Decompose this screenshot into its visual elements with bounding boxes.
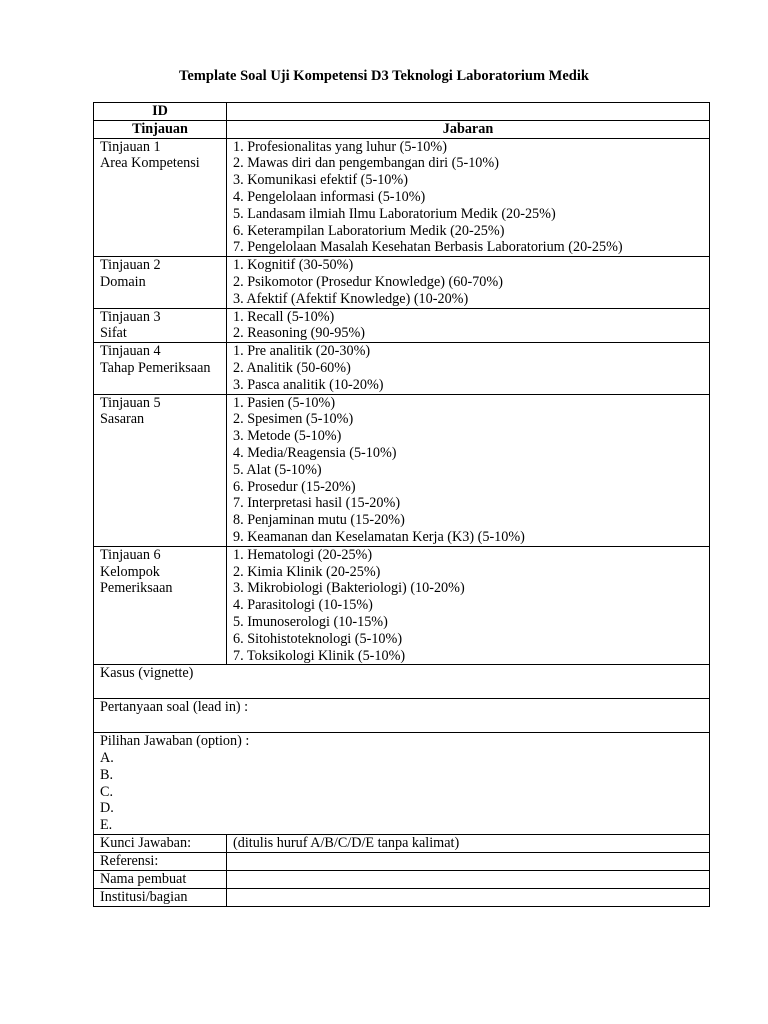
- option-item: E.: [100, 817, 113, 834]
- pilihan-cell[interactable]: [94, 733, 710, 835]
- institusi-label: Institusi/bagian: [94, 889, 227, 907]
- tinjauan-label-cell: [94, 546, 227, 665]
- referensi-label: Referensi:: [94, 853, 227, 871]
- jabaran-item: 2. Psikomotor (Prosedur Knowledge) (60-70%): [233, 273, 503, 290]
- tinjauan-label-line: Tinjauan 2: [100, 257, 161, 274]
- kasus-row: [94, 665, 710, 699]
- id-header: ID: [94, 103, 227, 121]
- tinjauan-header: Tinjauan: [94, 120, 227, 138]
- jabaran-cell: [227, 138, 710, 257]
- referensi-row: [94, 853, 710, 871]
- column-header-row: [94, 120, 710, 138]
- tinjauan-label-cell: [94, 308, 227, 343]
- tinjauan-label-cell: [94, 138, 227, 257]
- jabaran-header: Jabaran: [227, 120, 710, 138]
- jabaran-item: 3. Komunikasi efektif (5-10%): [233, 172, 408, 189]
- tinjauan-label-line: Sasaran: [100, 411, 145, 428]
- jabaran-item: 2. Kimia Klinik (20-25%): [233, 563, 381, 580]
- option-item: D.: [100, 800, 114, 817]
- jabaran-item: 5. Alat (5-10%): [233, 461, 322, 478]
- tinjauan-row: [94, 343, 710, 394]
- jabaran-item: 2. Reasoning (90-95%): [233, 325, 365, 342]
- jabaran-cell: [227, 308, 710, 343]
- jabaran-item: 1. Pasien (5-10%): [233, 394, 336, 411]
- tinjauan-label-line: Pemeriksaan: [100, 580, 173, 597]
- jabaran-item: 8. Penjaminan mutu (15-20%): [233, 512, 405, 529]
- tinjauan-label-line: Tinjauan 3: [100, 308, 161, 325]
- pilihan-row: [94, 733, 710, 835]
- jabaran-item: 5. Landasam ilmiah Ilmu Laboratorium Medik (20-25%): [233, 205, 556, 222]
- jabaran-item: 7. Interpretasi hasil (15-20%): [233, 495, 401, 512]
- tinjauan-label-line: Tinjauan 4: [100, 343, 161, 360]
- tinjauan-label-line: Tinjauan 6: [100, 546, 161, 563]
- id-row: [94, 103, 710, 121]
- tinjauan-label-cell: [94, 343, 227, 394]
- nama-pembuat-row: [94, 871, 710, 889]
- jabaran-item: 3. Pasca analitik (10-20%): [233, 376, 384, 393]
- jabaran-item: 1. Profesionalitas yang luhur (5-10%): [233, 138, 447, 155]
- tinjauan-label-line: Sifat: [100, 325, 127, 342]
- jabaran-item: 4. Pengelolaan informasi (5-10%): [233, 188, 426, 205]
- pertanyaan-row: [94, 699, 710, 733]
- jabaran-item: 4. Media/Reagensia (5-10%): [233, 444, 397, 461]
- jabaran-item: 2. Mawas diri dan pengembangan diri (5-10%): [233, 155, 499, 172]
- institusi-row: [94, 889, 710, 907]
- kasus-cell[interactable]: [94, 665, 710, 699]
- tinjauan-row: [94, 308, 710, 343]
- tinjauan-label-line: Domain: [100, 273, 146, 290]
- jabaran-item: 3. Metode (5-10%): [233, 428, 342, 445]
- question-template-table: [93, 102, 710, 907]
- jabaran-item: 2. Spesimen (5-10%): [233, 411, 354, 428]
- tinjauan-label-line: Tahap Pemeriksaan: [100, 359, 211, 376]
- jabaran-item: 5. Imunoserologi (10-15%): [233, 613, 388, 630]
- jabaran-item: 2. Analitik (50-60%): [233, 359, 351, 376]
- jabaran-item: 6. Prosedur (15-20%): [233, 478, 356, 495]
- jabaran-cell: [227, 546, 710, 665]
- tinjauan-row: [94, 138, 710, 257]
- jabaran-item: 4. Parasitologi (10-15%): [233, 597, 373, 614]
- jabaran-item: 6. Keterampilan Laboratorium Medik (20-25%): [233, 222, 505, 239]
- kunci-jawaban-label: Kunci Jawaban:: [94, 835, 227, 853]
- institusi-value[interactable]: [227, 889, 710, 907]
- pertanyaan-label: Pertanyaan soal (lead in) :: [100, 699, 249, 716]
- id-value-cell[interactable]: [227, 103, 710, 121]
- jabaran-cell: [227, 394, 710, 546]
- kunci-jawaban-value[interactable]: (ditulis huruf A/B/C/D/E tanpa kalimat): [227, 835, 710, 853]
- tinjauan-label-line: Kelompok: [100, 563, 160, 580]
- pertanyaan-cell[interactable]: [94, 699, 710, 733]
- jabaran-item: 3. Afektif (Afektif Knowledge) (10-20%): [233, 290, 469, 307]
- jabaran-item: 3. Mikrobiologi (Bakteriologi) (10-20%): [233, 580, 465, 597]
- jabaran-item: 9. Keamanan dan Keselamatan Kerja (K3) (5-10%): [233, 528, 525, 545]
- jabaran-item: 7. Pengelolaan Masalah Kesehatan Berbasis Laboratorium (20-25%): [233, 239, 623, 256]
- tinjauan-label-line: Tinjauan 1: [100, 138, 161, 155]
- nama-pembuat-label: Nama pembuat: [94, 871, 227, 889]
- tinjauan-row: [94, 394, 710, 546]
- nama-pembuat-value[interactable]: [227, 871, 710, 889]
- tinjauan-label-line: Tinjauan 5: [100, 394, 161, 411]
- jabaran-cell: [227, 343, 710, 394]
- tinjauan-label-cell: [94, 257, 227, 308]
- tinjauan-row: [94, 257, 710, 308]
- pilihan-label: Pilihan Jawaban (option) :: [100, 733, 250, 750]
- tinjauan-row: [94, 546, 710, 665]
- jabaran-item: 1. Hematologi (20-25%): [233, 546, 373, 563]
- option-item: C.: [100, 783, 114, 800]
- jabaran-item: 1. Recall (5-10%): [233, 308, 335, 325]
- jabaran-item: 1. Pre analitik (20-30%): [233, 343, 371, 360]
- tinjauan-label-cell: [94, 394, 227, 546]
- jabaran-item: 6. Sitohistoteknologi (5-10%): [233, 630, 403, 647]
- jabaran-item: 1. Kognitif (30-50%): [233, 257, 354, 274]
- option-item: B.: [100, 766, 114, 783]
- kasus-label: Kasus (vignette): [100, 665, 194, 682]
- jabaran-cell: [227, 257, 710, 308]
- document-title: Template Soal Uji Kompetensi D3 Teknologi Laboratorium Medik: [179, 68, 589, 84]
- option-item: A.: [100, 750, 114, 767]
- kunci-jawaban-row: [94, 835, 710, 853]
- tinjauan-label-line: Area Kompetensi: [100, 155, 200, 172]
- referensi-value[interactable]: [227, 853, 710, 871]
- jabaran-item: 7. Toksikologi Klinik (5-10%): [233, 647, 406, 664]
